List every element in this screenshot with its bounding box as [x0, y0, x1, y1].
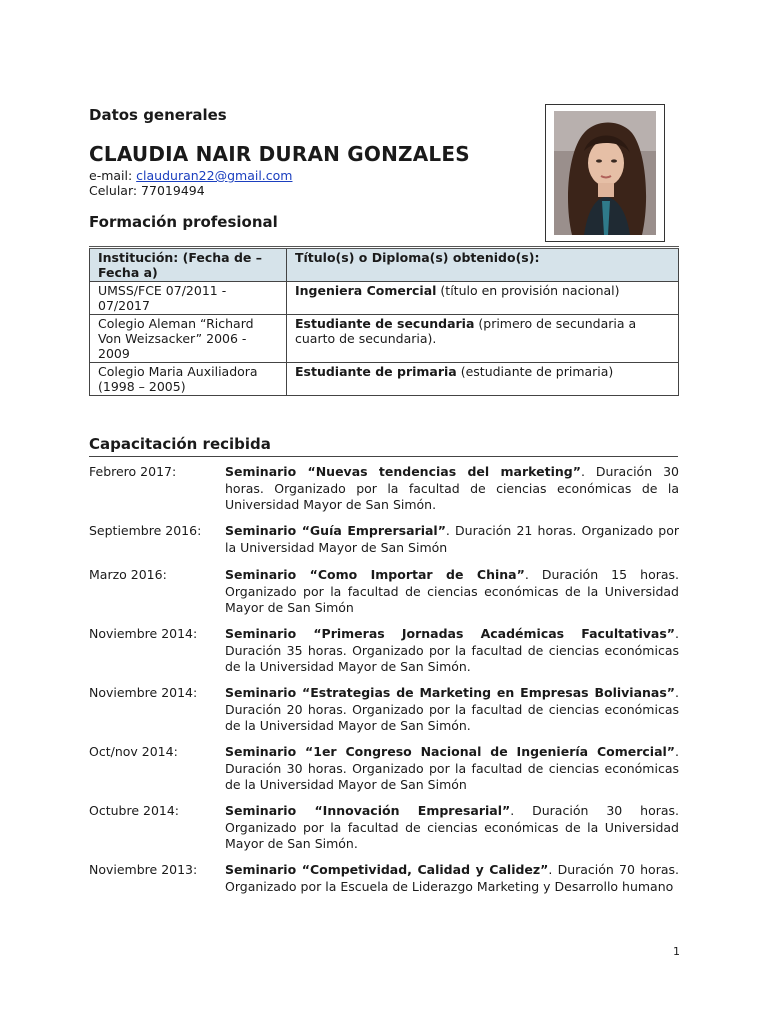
- email-link[interactable]: clauduran22@gmail.com: [136, 168, 293, 183]
- education-table-header: [90, 248, 679, 282]
- training-title: Seminario “Estrategias de Marketing en Empresas Bolivianas”: [225, 685, 676, 700]
- section-heading-formacion: Formación profesional: [89, 213, 278, 231]
- title-cell: [287, 282, 679, 315]
- training-details: . Duración 30 horas. Organizado por la facultad de ciencias económicas de la Universidad Mayor de San Simón: [225, 744, 679, 792]
- training-title: Seminario “Innovación Empresarial”: [225, 803, 511, 818]
- section-divider: [89, 456, 678, 457]
- training-date: Febrero 2017:: [89, 464, 177, 479]
- section-heading-datos-generales: Datos generales: [89, 106, 227, 124]
- training-description: [225, 862, 679, 895]
- training-description: [225, 567, 679, 617]
- section-heading-capacitacion: Capacitación recibida: [89, 435, 271, 453]
- degree-title: Estudiante de secundaria: [295, 316, 475, 331]
- training-details: . Duración 21 horas. Organizado por la Universidad Mayor de San Simón: [225, 523, 679, 555]
- training-date: Noviembre 2014:: [89, 626, 198, 641]
- training-description: [225, 626, 679, 676]
- training-title: Seminario “Como Importar de China”: [225, 567, 525, 582]
- training-date: Noviembre 2014:: [89, 685, 198, 700]
- profile-photo: [545, 104, 665, 242]
- training-date: Octubre 2014:: [89, 803, 180, 818]
- institution-cell: UMSS/FCE 07/2011 - 07/2017: [90, 282, 287, 315]
- degree-title: Ingeniera Comercial: [295, 283, 437, 298]
- degree-detail: (estudiante de primaria): [456, 364, 614, 379]
- table-row: [90, 282, 679, 315]
- training-title: Seminario “Nuevas tendencias del marketing”: [225, 464, 581, 479]
- training-details: . Duración 30 horas. Organizado por la facultad de ciencias económicas de la Universidad Mayor de San Simón.: [225, 464, 679, 512]
- training-date: Septiembre 2016:: [89, 523, 202, 538]
- table-row: [90, 315, 679, 363]
- training-date: Oct/nov 2014:: [89, 744, 178, 759]
- degree-detail: (primero de secundaria a cuarto de secundaria).: [295, 316, 637, 346]
- degree-title: Estudiante de primaria: [295, 364, 457, 379]
- training-description: [225, 523, 679, 556]
- title-cell: [287, 315, 679, 363]
- training-title: Seminario “Primeras Jornadas Académicas Facultativas”: [225, 626, 676, 641]
- training-description: [225, 803, 679, 853]
- training-title: Seminario “Competividad, Calidad y Calidez”: [225, 862, 549, 877]
- title-cell: [287, 363, 679, 396]
- training-details: . Duración 70 horas. Organizado por la Escuela de Liderazgo Marketing y Desarrollo humano: [225, 862, 679, 894]
- training-date: Noviembre 2013:: [89, 862, 198, 877]
- training-description: [225, 685, 679, 735]
- profile-photo-image: [554, 111, 656, 235]
- training-details: . Duración 30 horas. Organizado por la facultad de ciencias económicas de la Universidad Mayor de San Simón.: [225, 803, 680, 851]
- degree-detail: (título en provisión nacional): [436, 283, 620, 298]
- candidate-name: CLAUDIA NAIR DURAN GONZALES: [89, 142, 470, 166]
- training-details: . Duración 35 horas. Organizado por la facultad de ciencias económicas de la Universidad Mayor de San Simón.: [225, 626, 679, 674]
- table-row: [90, 363, 679, 396]
- training-title: Seminario “1er Congreso Nacional de Ingeniería Comercial”: [225, 744, 676, 759]
- training-description: [225, 464, 679, 514]
- training-description: [225, 744, 679, 794]
- training-details: . Duración 20 horas. Organizado por la facultad de ciencias económicas de la Universidad Mayor de San Simón.: [225, 685, 679, 733]
- email-label: e-mail:: [89, 168, 137, 183]
- institution-cell: Colegio Aleman “Richard Von Weizsacker” 2006 - 2009: [90, 315, 287, 363]
- training-date: Marzo 2016:: [89, 567, 167, 582]
- education-table: [89, 246, 679, 396]
- institution-cell: Colegio Maria Auxiliadora (1998 – 2005): [90, 363, 287, 396]
- column-header-institucion: Institución: (Fecha de – Fecha a): [90, 248, 287, 282]
- training-details: . Duración 15 horas. Organizado por la facultad de ciencias económicas de la Universidad Mayor de San Simón: [225, 567, 679, 615]
- page-number: 1: [673, 945, 680, 958]
- email-line: [89, 168, 292, 183]
- training-title: Seminario “Guía Emprersarial”: [225, 523, 446, 538]
- column-header-titulo: Título(s) o Diploma(s) obtenido(s):: [287, 248, 679, 282]
- phone-line: Celular: 77019494: [89, 183, 205, 198]
